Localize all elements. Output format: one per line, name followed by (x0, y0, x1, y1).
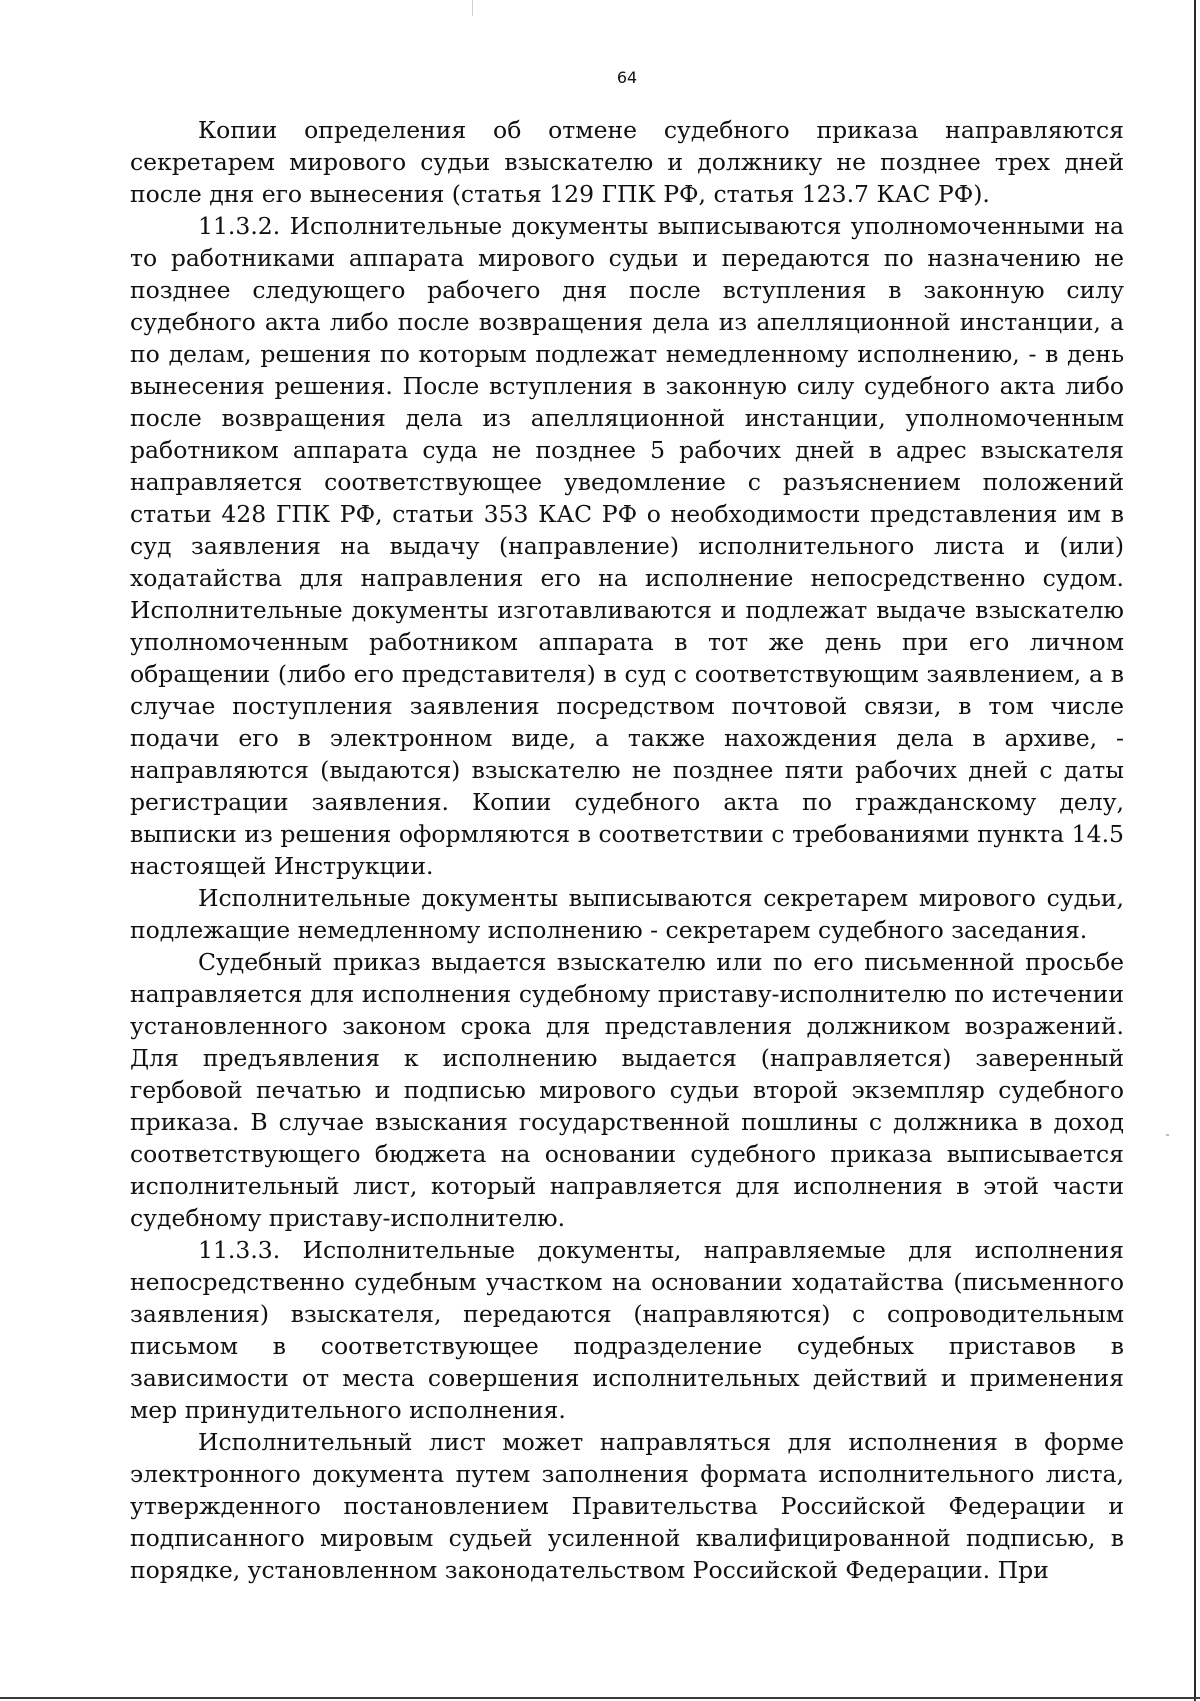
paragraph-11-3-3: 11.3.3. Исполнительные документы, направляемые для исполнения непосредственно судебным участком на основании ходатайства (письменного заявления) взыскателя, передаются (направляются) с сопроводительным письмом в соответствующее подразделение судебных приставов в зависимости от места совершения исполнительных действий и применения мер принудительного исполнения. (130, 1236, 1124, 1424)
paragraph-electronic-writ: Исполнительный лист может направляться для исполнения в форме электронного документа путем заполнения формата исполнительного листа, утвержденного постановлением Правительства Российской Федерации и подписанного мировым судьей усиленной квалифицированной подписью, в порядке, установленном законодательством Российской Федерации. При (130, 1428, 1124, 1584)
paragraph-11-3-2: 11.3.2. Исполнительные документы выписываются уполномоченными на то работниками аппарата мирового судьи и передаются по назначению не позднее следующего рабочего дня после вступления в законную силу судебного акта либо после возвращения дела из апелляционной инстанции, а по делам, решения по которым подлежат немедленному исполнению, - в день вынесения решения. После вступления в законную силу судебного акта либо после возвращения дела из апелляционной инстанции, уполномоченным работником аппарата суда не позднее 5 рабочих дней в адрес взыскателя направляется соответствующее уведомление с разъяснением положений статьи 428 ГПК РФ, статьи 353 КАС РФ о необходимости представления им в суд заявления на выдачу (направление) исполнительного листа и (или) ходатайства для направления его на исполнение непосредственно судом. Исполнительные документы изготавливаются и подлежат выдаче взыскателю уполномоченным работником аппарата в тот же день при его личном обращении (либо его представителя) в суд с соответствующим заявлением, а в случае поступления заявления посредством почтовой связи, в том числе подачи его в электронном виде, а также нахождения дела в архиве, - направляются (выдаются) взыскателю не позднее пяти рабочих дней с даты регистрации заявления. Копии судебного акта по гражданскому делу, выписки из решения оформляются в соответствии с требованиями пункта 14.5 настоящей Инструкции. (130, 212, 1124, 880)
scan-artifact-top-mark (472, 0, 473, 16)
scan-artifact-right-mark (1166, 1134, 1169, 1136)
scan-edge-right (1194, 0, 1196, 1701)
paragraph-enforcement-docs-secretary: Исполнительные документы выписываются секретарем мирового судьи, подлежащие немедленному исполнению - секретарем судебного заседания. (130, 884, 1124, 944)
page-number: 64 (616, 68, 638, 87)
paragraph-court-order-issuance: Судебный приказ выдается взыскателю или по его письменной просьбе направляется для исполнения судебному приставу-исполнителю по истечении установленного законом срока для представления должником возражений. Для предъявления к исполнению выдается (направляется) заверенный гербовой печатью и подписью мирового судьи второй экземпляр судебного приказа. В случае взыскания государственной пошлины с должника в доход соответствующего бюджета на основании судебного приказа выписывается исполнительный лист, который направляется для исполнения в этой части судебному приставу-исполнителю. (130, 948, 1124, 1232)
scan-edge-bottom (0, 1697, 1200, 1699)
paragraph-court-order-cancellation: Копии определения об отмене судебного приказа направляются секретарем мирового судьи взыскателю и должнику не позднее трех дней после дня его вынесения (статья 129 ГПК РФ, статья 123.7 КАС РФ). (130, 116, 1124, 208)
document-body (130, 114, 1124, 1586)
